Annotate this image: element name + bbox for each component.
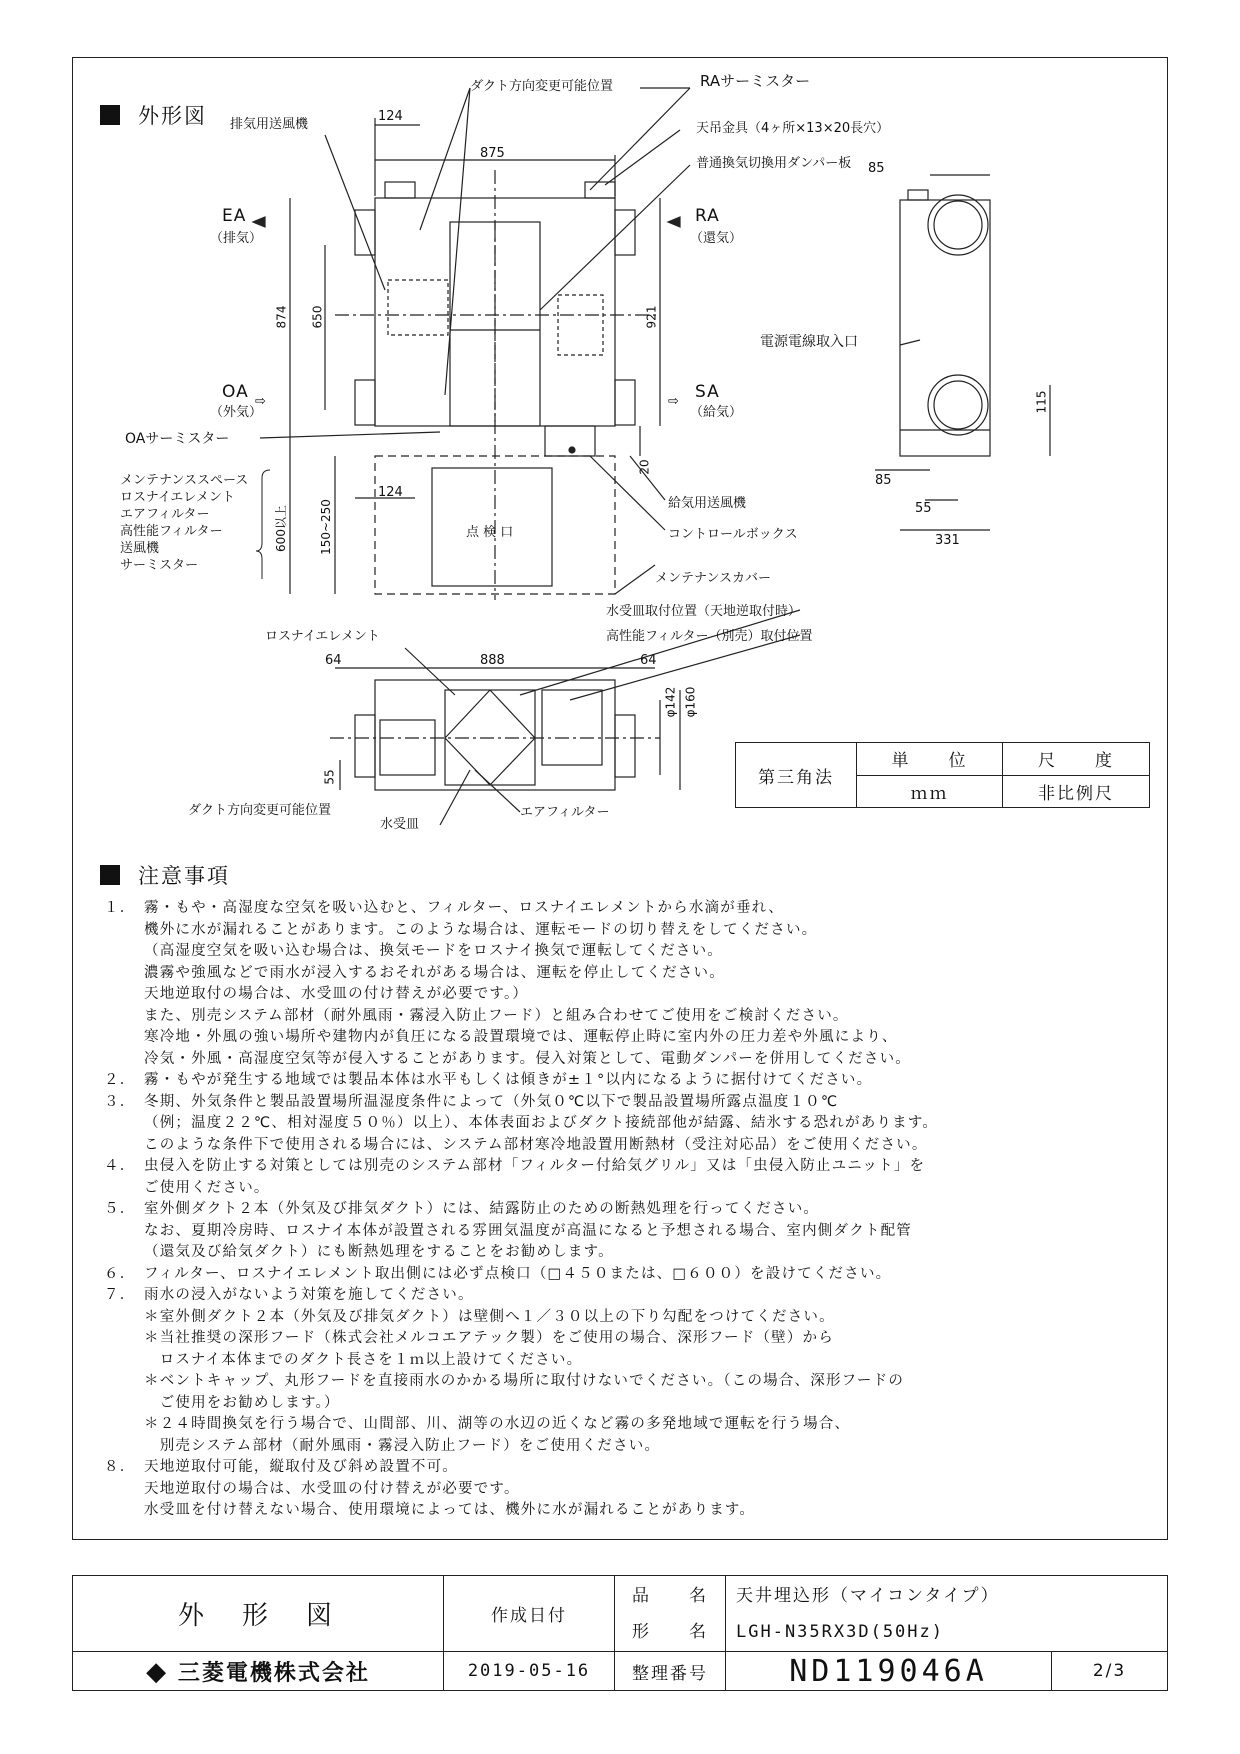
note-text: ＊２４時間換気を行う場合で、山間部、川、湖等の水辺の近くなど霧の多発地域で運転を行う場合、 (144, 1416, 851, 1432)
product-name: 天井埋込形（マイコンタイプ） (736, 1585, 1000, 1606)
dim-874: 874 (274, 305, 289, 329)
maint-item: 高性能フィルター (120, 524, 223, 539)
note-text: ＊ベントキャップ、丸形フードを直接雨水のかかる場所に取付けないでください。（この場合、深形フードの (144, 1373, 905, 1389)
note-number: ６． (104, 1265, 136, 1282)
unit-value: ｍｍ (857, 775, 1003, 808)
label-hanger: 天吊金具（4ヶ所×13×20長穴） (696, 121, 890, 136)
arrow-sa-icon: ⇨ (668, 394, 679, 409)
arrow-oa-icon: ⇨ (255, 394, 266, 409)
dim-115: 115 (1034, 390, 1049, 414)
dim-55-b: 55 (322, 769, 337, 785)
label-control-box: コントロールボックス (668, 527, 798, 542)
note-text: （例；温度２２℃、相対湿度５０％）以上）、本体表面およびダクト接続部他が結露、結氷する恐れがあります。 (144, 1115, 939, 1131)
title-block (72, 1575, 1168, 1691)
note-line (104, 1500, 1154, 1522)
dim-64: 64 (325, 653, 342, 668)
label-duct-change-2: ダクト方向変更可能位置 (188, 803, 332, 818)
note-text: 機外に水が漏れることがあります。このような場合は、運転モードの切り替えをしてください。 (144, 921, 818, 938)
product-stack (726, 1576, 1168, 1652)
label-ra-sub: （還気） (690, 231, 743, 246)
note-line (104, 1436, 1154, 1458)
note-text: 冷気・外風・高湿度空気等が侵入することがあります。侵入対策として、電動ダンパーを併用してください。 (144, 1050, 911, 1067)
note-line (104, 1221, 1154, 1243)
note-number: ２． (104, 1072, 136, 1088)
note-text: ＊室外側ダクト２本（外気及び排気ダクト）は壁側へ１／３０以上の下り勾配をつけてください。 (144, 1308, 835, 1325)
note-text: 天地逆取付の場合は、水受皿の付け替えが必要です。 (144, 1480, 520, 1497)
label-oa-thermistor: OAサーミスター (125, 431, 230, 447)
note-text: ご使用をお勧めします。） (144, 1394, 340, 1411)
created-date: 2019-05-16 (444, 1652, 615, 1691)
maint-item: メンテナンススペース (120, 473, 249, 488)
ref-label: 整理番号 (615, 1652, 726, 1691)
note-text: また、別売システム部材（耐外風雨・霧浸入防止フード）と組み合わせてご使用をご検討ください。 (144, 1007, 849, 1024)
note-text: フィルター、ロスナイエレメント取出側には必ず点検口（□４５０または、□６００）を設けてください。 (144, 1265, 892, 1282)
label-maint-cover: メンテナンスカバー (655, 571, 771, 586)
label-exhaust-fan: 排気用送風機 (230, 117, 309, 132)
scale-value: 非比例尺 (1003, 775, 1150, 808)
note-text: 虫侵入を防止する対策としては別売のシステム部材「フィルター付給気グリル」又は「虫侵入防止ユニット」を (144, 1158, 926, 1174)
note-text: ＊当社推奨の深形フード（株式会社メルコエアテック製）をご使用の場合、深形フード（壁）から (144, 1330, 834, 1346)
ref-number: ND119046A (726, 1652, 1052, 1691)
label-ra: RA (695, 206, 720, 226)
dim-124-b: 124 (378, 485, 403, 500)
note-line (104, 941, 1154, 963)
created-label: 作成日付 (444, 1576, 615, 1652)
section-notes-title: 注意事項 (138, 864, 230, 888)
note-text: なお、夏期冷房時、ロスナイ本体が設置される雰囲気温度が高温になると予想される場合、室内側ダクト配管 (144, 1222, 912, 1239)
note-line (104, 1156, 1154, 1178)
dim-875: 875 (480, 146, 505, 161)
note-line (104, 1006, 1154, 1028)
note-text: （高湿度空気を吸い込む場合は、換気モードをロスナイ換気で運転してください。 (144, 943, 724, 959)
note-line (104, 1328, 1154, 1350)
label-drain-pos: 水受皿取付位置（天地逆取付時） (606, 604, 802, 619)
mitsubishi-logo-icon: ◆ (146, 1656, 169, 1687)
note-text: 濃霧や強風などで雨水が浸入するおそれがある場合は、運転を停止してください。 (144, 964, 725, 981)
dim-331: 331 (935, 533, 960, 548)
note-line (104, 1070, 1154, 1092)
note-line (104, 898, 1154, 920)
section-outline-title: 外形図 (138, 104, 207, 128)
dim-20: 20 (637, 459, 652, 475)
label-ra-thermistor: RAサーミスター (700, 72, 811, 90)
dim-600: 600以上 (273, 505, 288, 552)
dim-phi160: φ160 (683, 686, 698, 718)
note-number: １． (104, 900, 136, 916)
dim-124: 124 (378, 109, 403, 124)
model-name: LGH-N35RX3D(50Hz) (736, 1621, 944, 1642)
label-maint-list (120, 472, 248, 574)
note-number: ７． (104, 1287, 136, 1303)
note-line (104, 1285, 1154, 1307)
note-text: ロスナイ本体までのダクト長さを１ｍ以上設けてください。 (144, 1351, 583, 1368)
label-hepa-pos: 高性能フィルター（別売）取付位置 (606, 629, 813, 644)
label-damper: 普通換気切換用ダンパー板 (696, 156, 852, 171)
dim-150-250: 150~250 (318, 499, 333, 555)
label-drain: 水受皿 (380, 817, 420, 832)
unit-label: 単 位 (857, 743, 1003, 776)
label-stack (615, 1576, 726, 1652)
note-line (104, 1414, 1154, 1436)
note-text: ご使用ください。 (144, 1179, 270, 1196)
notes-list (104, 898, 1154, 1522)
dim-921: 921 (644, 305, 659, 329)
note-line (104, 1307, 1154, 1329)
product-label: 品 名 (632, 1585, 708, 1606)
note-text: 寒冷地・外風の強い場所や建物内が負圧になる設置環境では、運転停止時に室内外の圧力差や外風により、 (144, 1029, 898, 1045)
label-duct-change: ダクト方向変更可能位置 (470, 79, 614, 94)
dim-888: 888 (480, 653, 505, 668)
label-supply-fan: 給気用送風機 (668, 496, 747, 511)
label-oa: OA (222, 382, 249, 402)
note-line (104, 1393, 1154, 1415)
note-text: 別売システム部材（耐外風雨・霧浸入防止フード）をご使用ください。 (144, 1437, 661, 1454)
note-text: 水受皿を付け替えない場合、使用環境によっては、機外に水が漏れることがあります。 (144, 1502, 756, 1518)
note-number: ８． (104, 1459, 136, 1475)
model-label: 形 名 (632, 1621, 708, 1642)
note-line (104, 920, 1154, 942)
section-marker (100, 865, 120, 885)
maint-item: サーミスター (120, 558, 199, 573)
note-line (104, 1135, 1154, 1157)
projection-method: 第三角法 (736, 743, 857, 808)
label-lossnay: ロスナイエレメント (265, 629, 380, 644)
maint-item: ロスナイエレメント (120, 490, 235, 505)
section-notes (100, 860, 230, 890)
note-text: 室外側ダクト２本（外気及び排気ダクト）には、結露防止のための断熱処理を行ってください。 (144, 1201, 820, 1217)
note-line (104, 1371, 1154, 1393)
label-sa: SA (695, 382, 720, 402)
note-number: ５． (104, 1201, 136, 1217)
page-number: 2/3 (1052, 1652, 1168, 1691)
dim-64-b: 64 (640, 653, 657, 668)
note-line (104, 1457, 1154, 1479)
dim-85-b: 85 (875, 473, 892, 488)
dim-650: 650 (310, 305, 325, 329)
dim-phi142: φ142 (663, 686, 678, 718)
label-oa-sub: （外気） (210, 405, 263, 420)
label-air-filter: エアフィルター (520, 805, 610, 820)
note-line (104, 1264, 1154, 1286)
note-line (104, 1479, 1154, 1501)
note-line (104, 1242, 1154, 1264)
maint-item: 送風機 (120, 541, 160, 556)
note-number: ４． (104, 1158, 136, 1174)
note-line (104, 1049, 1154, 1071)
note-line (104, 963, 1154, 985)
note-text: 天地逆取付可能，縦取付及び斜め設置不可。 (144, 1459, 458, 1475)
note-text: 霧・もやが発生する地域では製品本体は水平もしくは傾きが±１°以内になるように据付けてください。 (144, 1072, 873, 1088)
label-sa-sub: （給気） (690, 405, 743, 420)
dim-55: 55 (915, 501, 932, 516)
dim-85: 85 (868, 161, 885, 176)
note-number: ３． (104, 1093, 136, 1110)
note-line (104, 1092, 1154, 1114)
note-text: 天地逆取付の場合は、水受皿の付け替えが必要です。） (144, 986, 529, 1002)
label-ea-sub: （排気） (210, 231, 263, 246)
note-text: 冬期、外気条件と製品設置場所温湿度条件によって（外気０℃以下で製品設置場所露点温度１０℃ (144, 1093, 839, 1110)
note-text: （還気及び給気ダクト）にも断熱処理をすることをお勧めします。 (144, 1244, 614, 1260)
note-line (104, 1350, 1154, 1372)
label-inspection: 点 検 口 (466, 525, 514, 540)
company-name: 三菱電機株式会社 (177, 1660, 370, 1686)
note-line (104, 1199, 1154, 1221)
company-cell (73, 1652, 444, 1691)
note-text: 雨水の浸入がないよう対策を施してください。 (144, 1287, 474, 1303)
maint-item: エアフィルター (120, 507, 210, 522)
note-line (104, 1178, 1154, 1200)
note-text: 霧・もや・高湿度な空気を吸い込むと、フィルター、ロスナイエレメントから水滴が垂れ、 (144, 900, 784, 916)
doc-title: 外 形 図 (73, 1576, 444, 1652)
note-line (104, 1027, 1154, 1049)
label-ea: EA (222, 206, 247, 226)
note-line (104, 1113, 1154, 1135)
scale-label: 尺 度 (1003, 743, 1150, 776)
note-text: このような条件下で使用される場合には、システム部材寒冷地設置用断熱材（受注対応品）をご使用ください。 (144, 1136, 928, 1153)
projection-box (735, 742, 1150, 808)
label-power-inlet: 電源電線取入口 (760, 334, 858, 350)
note-line (104, 984, 1154, 1006)
